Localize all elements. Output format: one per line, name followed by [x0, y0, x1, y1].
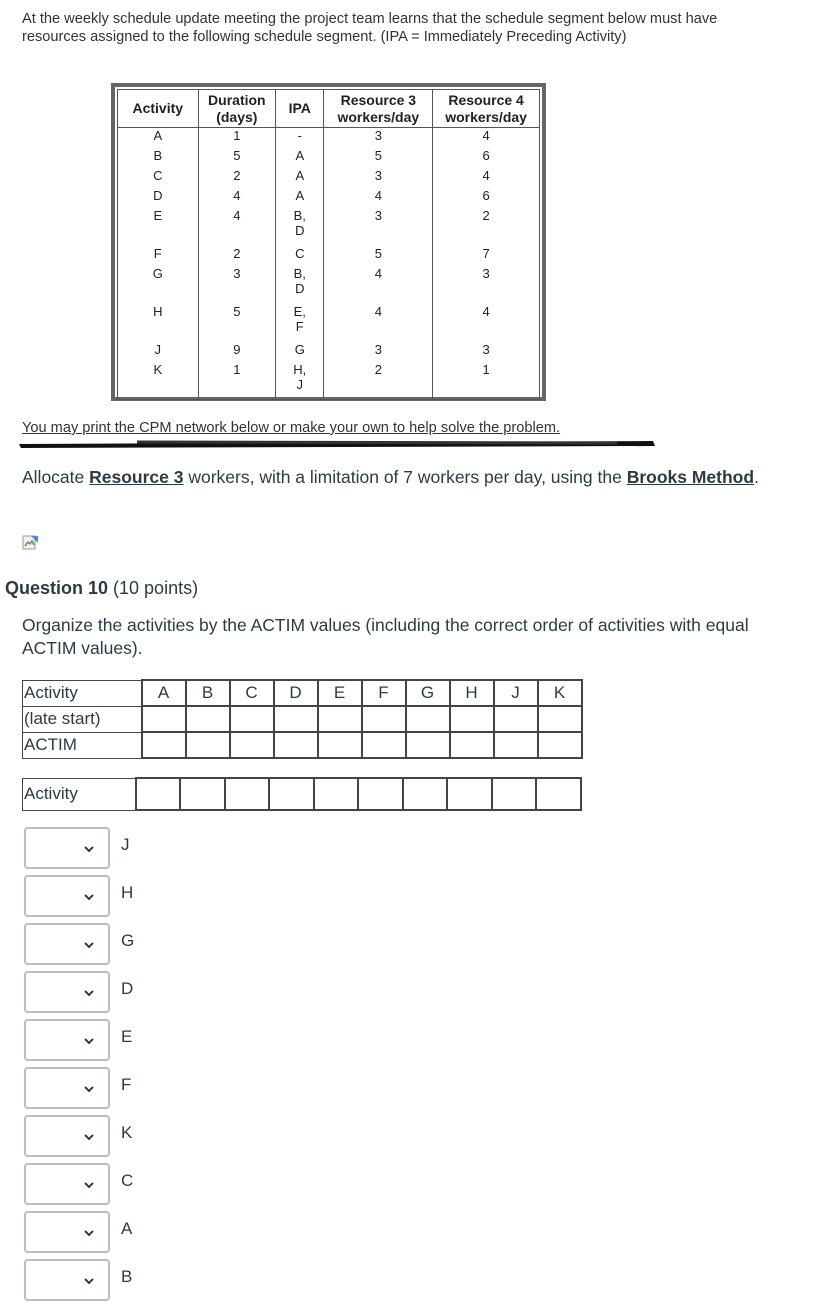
resource-cell-activity: C: [118, 168, 199, 188]
dropdown-row: [24, 1019, 154, 1061]
header-resource-3: Resource 3 workers/day: [324, 90, 433, 128]
question-prompt: Organize the activities by the ACTIM values (including the correct order of activities with equal ACTIM values).: [22, 615, 749, 658]
chevron-down-icon: [82, 988, 96, 998]
resource-table: [111, 83, 546, 401]
header-resource-4: Resource 4 workers/day: [433, 90, 540, 128]
actim-col-header: E: [318, 680, 362, 706]
dropdown-label: B: [121, 1267, 133, 1286]
answer-select[interactable]: [24, 1067, 110, 1109]
resource-cell-ipa: A: [276, 148, 324, 168]
dropdown-row: [24, 827, 154, 869]
order-cell: [358, 778, 403, 810]
resource-cell-res4: 6: [433, 148, 540, 168]
dropdown-label: F: [121, 1075, 132, 1094]
brooks-method-emphasis: Brooks Method: [626, 467, 755, 487]
chevron-down-icon: [82, 844, 96, 854]
resource-cell-activity: J: [118, 342, 199, 362]
resource-row: [118, 168, 540, 188]
allocate-instructions: Allocate Resource 3 workers, with a limitation of 7 workers per day, using the Brooks Method.: [22, 467, 759, 487]
resource-cell-res3: 3: [324, 168, 433, 188]
resource-cell-activity: B: [118, 148, 199, 168]
actim-table: [22, 679, 583, 759]
actim-cell: [230, 706, 274, 732]
answer-select[interactable]: [24, 1115, 110, 1157]
resource-cell-res3: 4: [324, 266, 433, 304]
actim-col-header: C: [230, 680, 274, 706]
dropdown-label: G: [121, 931, 135, 950]
resource-row: [118, 188, 540, 208]
resource-cell-res3: 4: [324, 188, 433, 208]
resource-cell-ipa: E, F: [276, 304, 324, 342]
resource-cell-res4: 7: [433, 246, 540, 266]
resource-cell-activity: K: [118, 362, 199, 400]
header-duration: Duration (days): [198, 90, 276, 128]
resource-cell-res4: 3: [433, 342, 540, 362]
actim-col-header: H: [450, 680, 494, 706]
dropdown-row: [24, 1211, 154, 1253]
resource-cell-res4: 4: [433, 128, 540, 148]
actim-col-header: D: [274, 680, 318, 706]
header-activity: Activity: [118, 90, 199, 128]
resource-cell-res4: 2: [433, 208, 540, 246]
resource-cell-duration: 1: [198, 362, 276, 400]
actim-cell: [450, 706, 494, 732]
actim-label-late-start: (late start): [23, 706, 142, 732]
resource-cell-ipa: A: [276, 168, 324, 188]
actim-cell: [406, 732, 450, 758]
actim-cell: [362, 732, 406, 758]
actim-col-header: G: [406, 680, 450, 706]
resource-cell-activity: H: [118, 304, 199, 342]
order-cell: [492, 778, 537, 810]
actim-col-header: J: [494, 680, 538, 706]
resource-cell-activity: G: [118, 266, 199, 304]
resource-cell-res4: 4: [433, 304, 540, 342]
resource-row: [118, 362, 540, 400]
resource-cell-ipa: A: [276, 188, 324, 208]
dropdown-label: E: [121, 1027, 133, 1046]
answer-select[interactable]: [24, 1211, 110, 1253]
actim-col-header: B: [186, 680, 230, 706]
intro-text: At the weekly schedule update meeting the project team learns that the schedule segment below must have resources assigned to the following schedule segment. (IPA = Immediately Preceding Activity): [22, 11, 718, 45]
order-cell: [447, 778, 492, 810]
resource-cell-duration: 1: [198, 128, 276, 148]
resource-cell-duration: 4: [198, 188, 276, 208]
resource-cell-ipa: C: [276, 246, 324, 266]
actim-cell: [362, 706, 406, 732]
actim-cell: [186, 732, 230, 758]
resource-cell-activity: D: [118, 188, 199, 208]
activity-order-table: [22, 777, 582, 811]
resource-cell-res3: 5: [324, 246, 433, 266]
resource-cell-res3: 3: [324, 342, 433, 362]
actim-cell: [274, 732, 318, 758]
answer-select[interactable]: [24, 923, 110, 965]
resource-cell-res3: 3: [324, 208, 433, 246]
resource-cell-res3: 4: [324, 304, 433, 342]
dropdown-label: H: [121, 883, 134, 902]
actim-cell: [142, 732, 186, 758]
chevron-down-icon: [82, 1132, 96, 1142]
actim-cell: [274, 706, 318, 732]
chevron-down-icon: [82, 1276, 96, 1286]
answer-select[interactable]: [24, 1019, 110, 1061]
resource-cell-ipa: H, J: [276, 362, 324, 400]
chevron-down-icon: [82, 940, 96, 950]
dropdown-label: K: [121, 1123, 133, 1142]
dropdown-row: [24, 1115, 154, 1157]
resource-row: [118, 246, 540, 266]
chevron-down-icon: [82, 892, 96, 902]
dropdown-label: A: [121, 1219, 133, 1238]
answer-select[interactable]: [24, 1163, 110, 1205]
order-cell: [314, 778, 359, 810]
actim-cell: [494, 732, 538, 758]
actim-col-header: A: [142, 680, 186, 706]
resource-row: [118, 148, 540, 168]
actim-cell: [318, 732, 362, 758]
actim-cell: [538, 706, 582, 732]
dropdown-row: [24, 1163, 154, 1205]
resource-row: [118, 342, 540, 362]
resource-cell-duration: 5: [198, 304, 276, 342]
dropdown-label: C: [121, 1171, 134, 1190]
resource-cell-ipa: -: [276, 128, 324, 148]
actim-cell: [142, 706, 186, 732]
resource-cell-duration: 4: [198, 208, 276, 246]
resource-cell-res3: 2: [324, 362, 433, 400]
resource-row: [118, 208, 540, 246]
dropdown-row: [24, 971, 154, 1013]
resource-row: [118, 266, 540, 304]
actim-cell: [186, 706, 230, 732]
order-cell: [225, 778, 270, 810]
chevron-down-icon: [82, 1084, 96, 1094]
resource-cell-duration: 9: [198, 342, 276, 362]
dropdown-label: D: [121, 979, 134, 998]
answer-select[interactable]: [24, 875, 110, 917]
order-cell: [136, 778, 181, 810]
actim-cell: [406, 706, 450, 732]
redaction-scribble: [17, 437, 657, 451]
resource-cell-ipa: B, D: [276, 208, 324, 246]
question-title: Question 10 (10 points): [5, 578, 199, 598]
actim-cell: [230, 732, 274, 758]
order-cell: [269, 778, 314, 810]
actim-cell: [450, 732, 494, 758]
order-label-activity: Activity: [23, 778, 136, 810]
resource-cell-activity: A: [118, 128, 199, 148]
resource-cell-res4: 1: [433, 362, 540, 400]
resource-cell-res4: 4: [433, 168, 540, 188]
chevron-down-icon: [82, 1228, 96, 1238]
actim-cell: [538, 732, 582, 758]
dropdown-row: [24, 875, 154, 917]
resource-cell-duration: 2: [198, 168, 276, 188]
actim-label-actim: ACTIM: [23, 732, 142, 758]
resource-cell-res3: 3: [324, 128, 433, 148]
resource-cell-activity: E: [118, 208, 199, 246]
resource-cell-activity: F: [118, 246, 199, 266]
answer-select[interactable]: [24, 1259, 110, 1301]
dropdown-row: [24, 1067, 154, 1109]
chevron-down-icon: [82, 1180, 96, 1190]
answer-select[interactable]: [24, 971, 110, 1013]
order-cell: [180, 778, 225, 810]
resource-3-emphasis: Resource 3: [89, 467, 184, 487]
resource-cell-res3: 5: [324, 148, 433, 168]
resource-cell-ipa: G: [276, 342, 324, 362]
dropdown-label: J: [121, 835, 130, 854]
order-cell: [536, 778, 581, 810]
resource-cell-ipa: B, D: [276, 266, 324, 304]
header-ipa: IPA: [276, 90, 324, 128]
actim-label-activity: Activity: [23, 680, 142, 706]
chevron-down-icon: [82, 1036, 96, 1046]
actim-cell: [318, 706, 362, 732]
order-cell: [403, 778, 448, 810]
actim-col-header: K: [538, 680, 582, 706]
resource-cell-res4: 3: [433, 266, 540, 304]
answer-select[interactable]: [24, 827, 110, 869]
actim-cell: [494, 706, 538, 732]
cpm-note: You may print the CPM network below or make your own to help solve the problem.: [22, 420, 561, 436]
dropdown-row: [24, 923, 154, 965]
broken-image-icon: [22, 535, 40, 551]
resource-cell-duration: 2: [198, 246, 276, 266]
actim-col-header: F: [362, 680, 406, 706]
resource-row: [118, 128, 540, 148]
resource-cell-duration: 3: [198, 266, 276, 304]
resource-cell-duration: 5: [198, 148, 276, 168]
resource-row: [118, 304, 540, 342]
resource-cell-res4: 6: [433, 188, 540, 208]
dropdown-row: [24, 1259, 154, 1301]
